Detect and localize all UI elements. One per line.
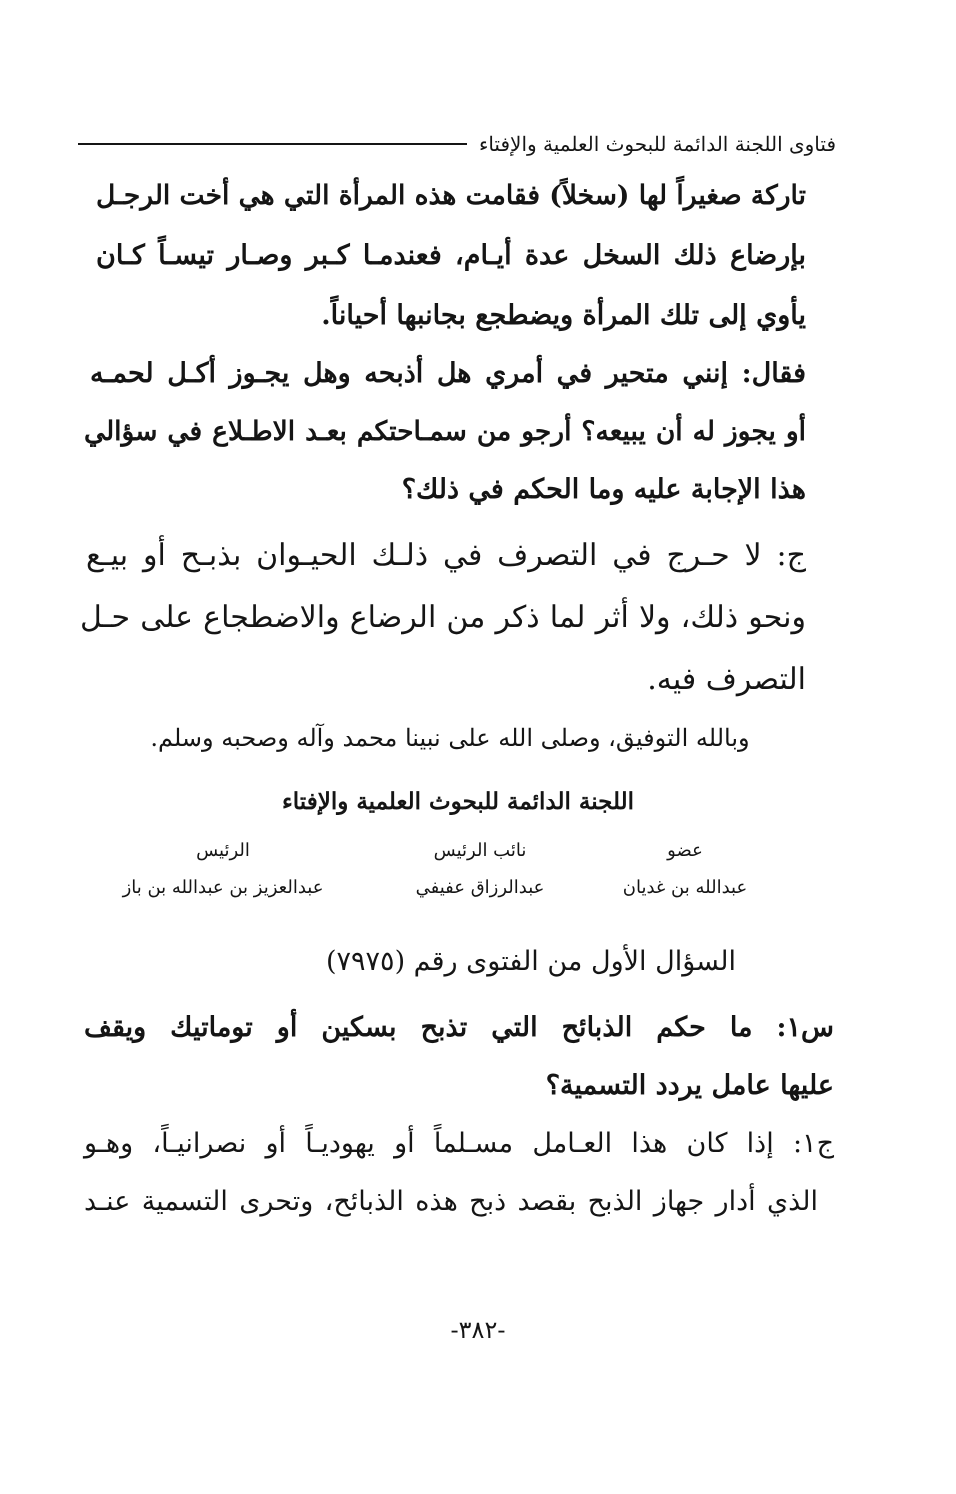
signatory-vice-chairman (380, 840, 580, 898)
text-line: الذي أدار جهاز الذبح بقصد ذبح هذه الذبائح، وتحرى التسمية عنـد (84, 1186, 818, 1217)
text-line: التصرف فيه. (647, 662, 806, 697)
signatory-role: نائب الرئيس (433, 840, 527, 861)
signatory-role: الرئيس (196, 840, 250, 861)
text-line: ونحو ذلك، ولا أثر لما ذكر من الرضاع والاضطجاع على حـل (80, 600, 806, 635)
signatory-role: عضو (667, 840, 703, 861)
committee-name: اللجنة الدائمة للبحوث العلمية والإفتاء (281, 788, 635, 815)
closing-formula: وبالله التوفيق، وصلى الله على نبينا محمد وآله وصحبه وسلم. (150, 724, 750, 752)
answer-one (84, 1128, 834, 1248)
answer-paragraph (80, 538, 806, 718)
running-header (78, 124, 836, 164)
text-line: فقال: إنني متحير في أمري هل أذبحه وهل يجـوز أكـل لحمـه (90, 358, 806, 389)
signatory-name: عبدالرزاق عفيفي (415, 877, 545, 898)
text-line: تاركة صغيراً لها (سخلاً) فقامت هذه المرأة التي هي أخت الرجـل (96, 180, 806, 211)
page-number: -٣٨٢- (450, 1316, 506, 1344)
text-line: يأوي إلى تلك المرأة ويضطجع بجانبها أحياناً. (321, 300, 806, 331)
signatory-name: عبدالله بن غديان (622, 877, 748, 898)
header-rule (78, 143, 467, 145)
question-request (84, 358, 806, 538)
running-header-title: فتاوى اللجنة الدائمة للبحوث العلمية والإفتاء (478, 132, 836, 156)
signatory-chairman (108, 840, 338, 898)
text-line: س١: ما حكم الذبائح التي تذبح بسكين أو توماتيك ويقف (84, 1012, 834, 1043)
signatory-name: عبدالعزيز بن عبدالله بن باز (122, 877, 324, 898)
text-line: ج: لا حـرج في التصرف في ذلـك الحيـوان بذبـح أو بيـع (86, 538, 806, 573)
fatwa-heading-text: السؤال الأول من الفتوى رقم (٧٩٧٥) (326, 946, 736, 977)
question-one (84, 1012, 834, 1132)
question-continuation (96, 180, 806, 360)
text-line: هذا الإجابة عليه وما الحكم في ذلك؟ (401, 474, 806, 505)
text-line: عليها عامل يردد التسمية؟ (545, 1070, 834, 1101)
text-line: أو يجوز له أن يبيعه؟ أرجو من سمـاحتكم بعـد الاطـلاع في سؤالي (84, 416, 806, 447)
signatory-member (590, 840, 780, 898)
fatwa-heading (300, 946, 736, 994)
text-line: بإرضاع ذلك السخل عدة أيـام، فعندمـا كـبر وصـار تيسـاً كـان (96, 240, 806, 271)
text-line: ج١: إذا كان هذا العـامل مسـلماً أو يهوديـاً أو نصرانيـاً، وهـو (84, 1128, 834, 1159)
